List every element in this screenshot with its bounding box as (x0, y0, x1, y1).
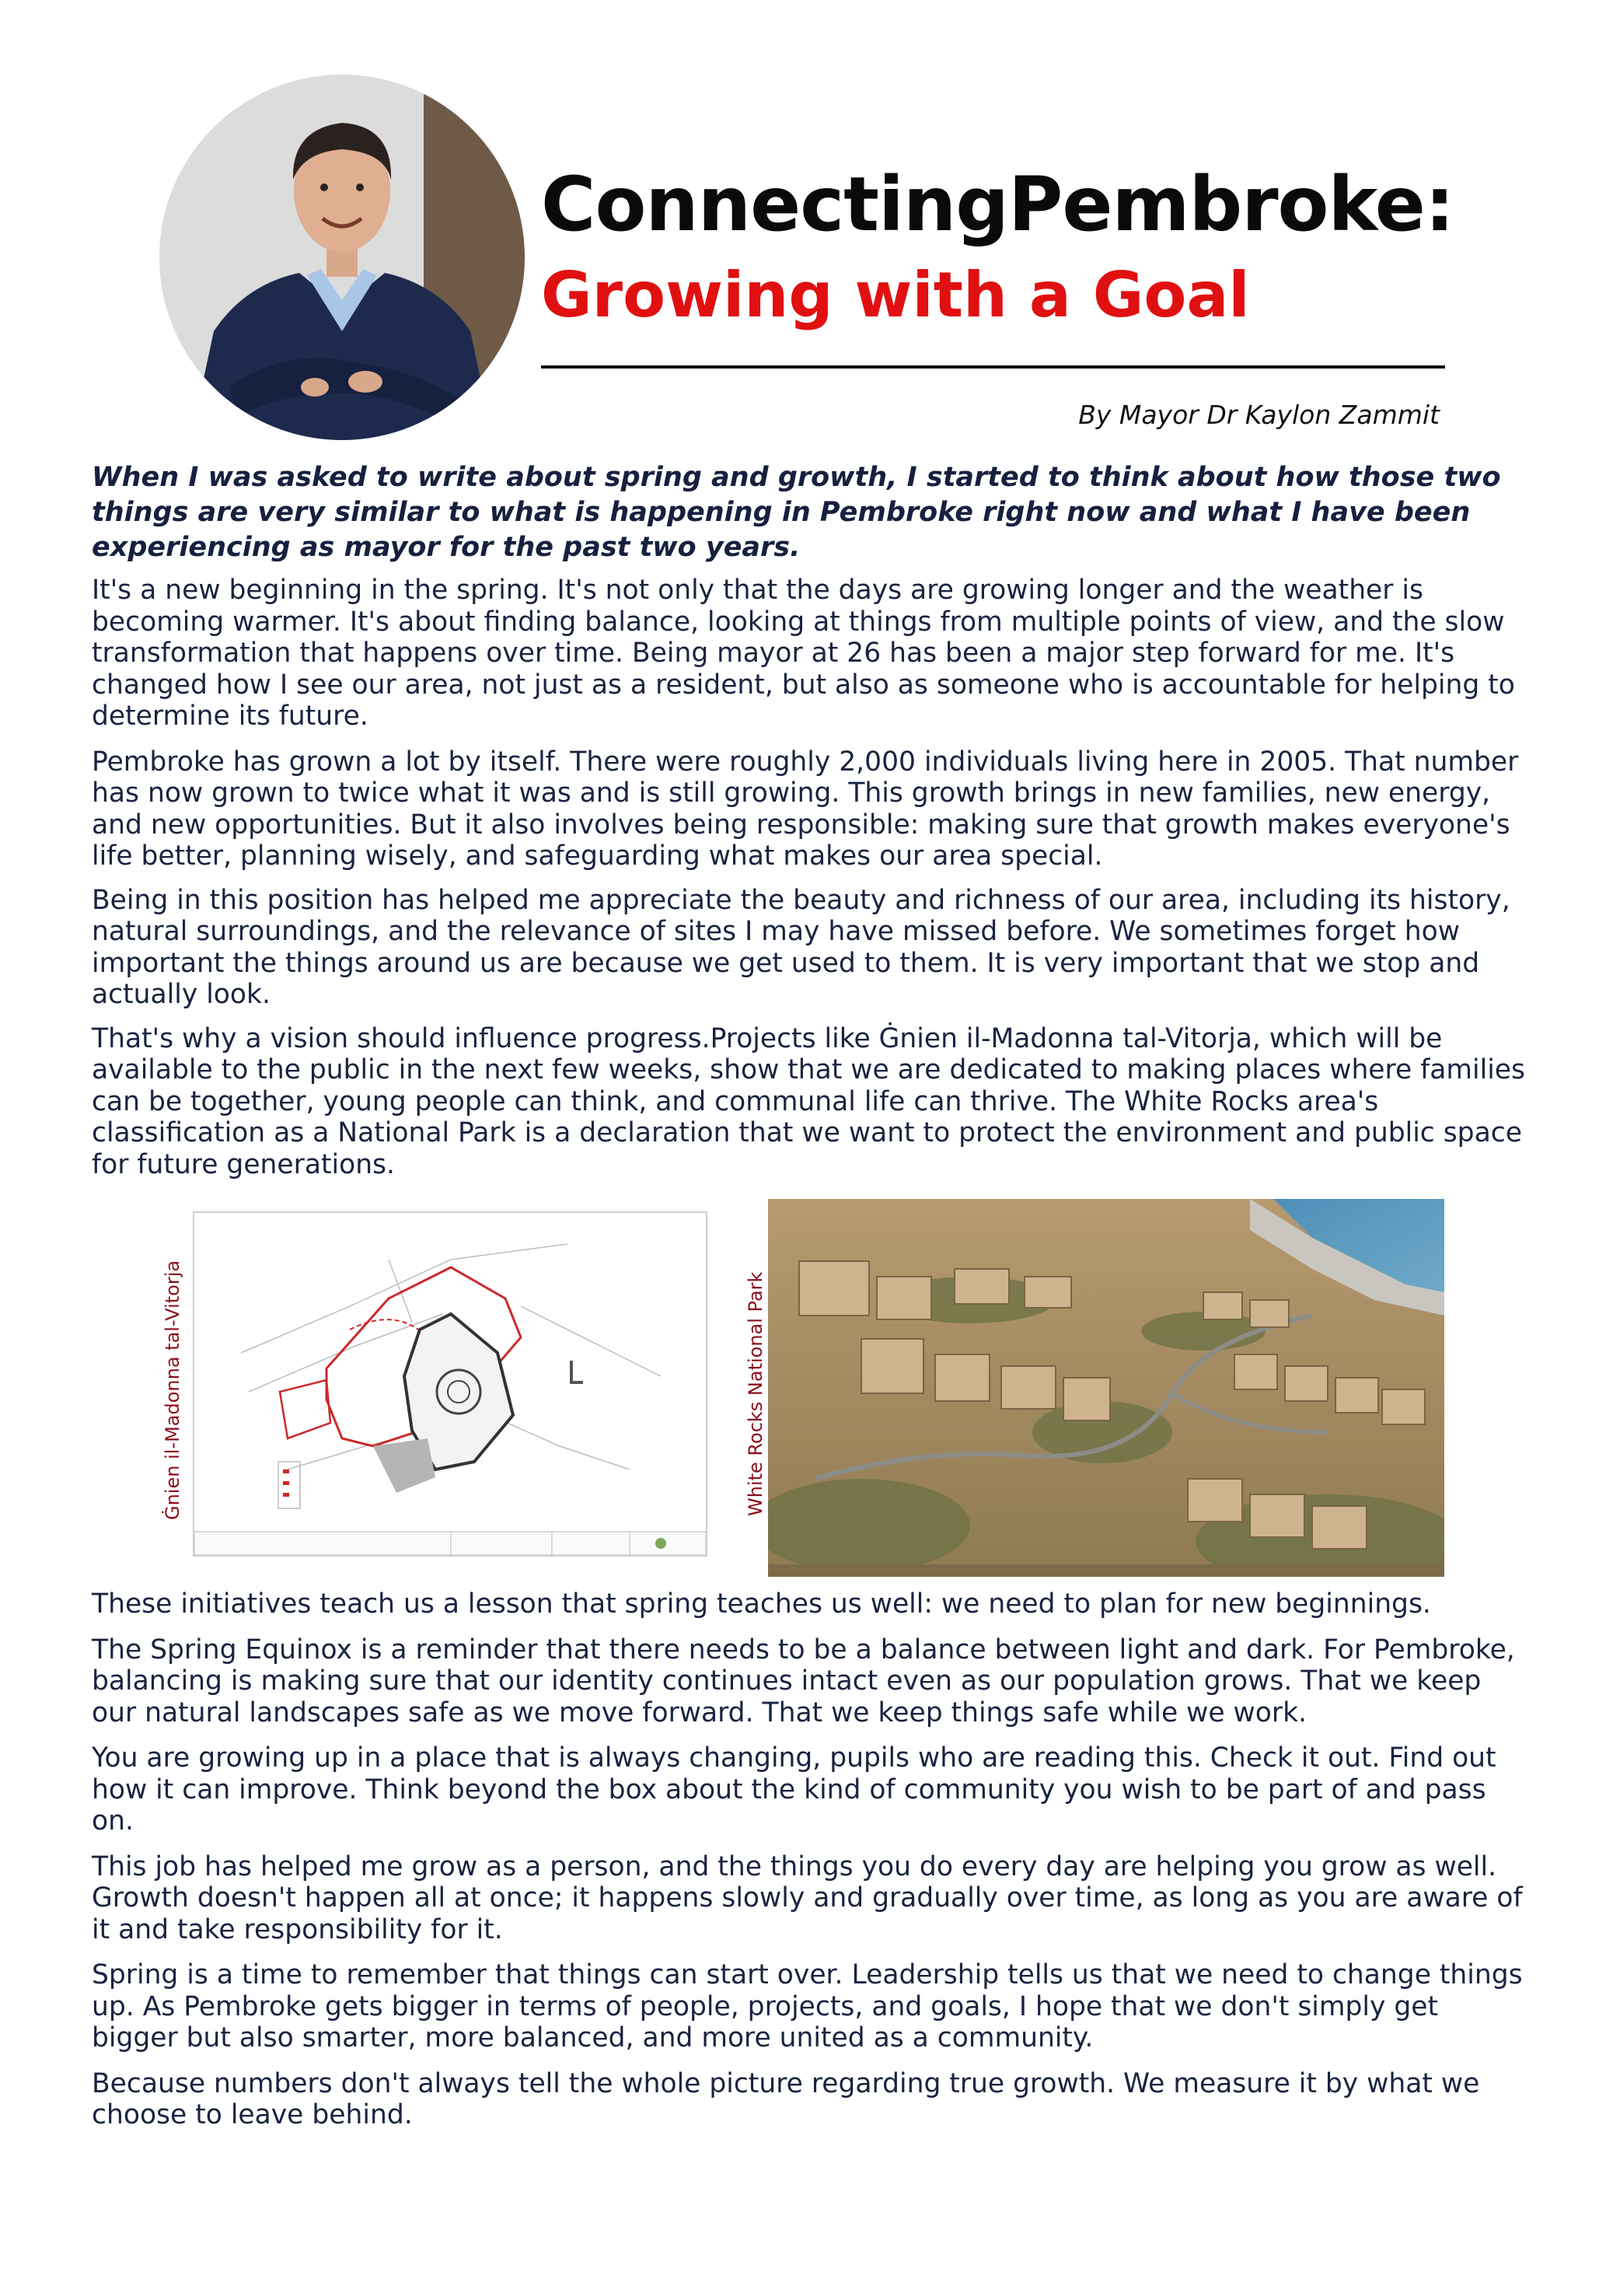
mayor-portrait-illustration (159, 75, 525, 440)
body-paragraph: Spring is a time to remember that things can start over. Leadership tells us that we need to change things up. As Pembroke gets bigger in terms of people, projects, and goals, I hope that we don't simply get bigger but also smarter, more balanced, and more united as a community. (92, 1959, 1523, 2053)
byline: By Mayor Dr Kaylon Zammit (1078, 400, 1440, 430)
body-paragraph: You are growing up in a place that is always changing, pupils who are reading this. Check it out. Find out how it can improve. Think beyond the box about the kind of community you wish to be part of and pass on. (92, 1742, 1496, 1836)
body-paragraph: It's a new beginning in the spring. It's not only that the days are growing longer and the weather is becoming warmer. It's about finding balance, looking at things from multiple points of view, and the slow transformation that happens over time. Being mayor at 26 has been a major step forward for me. It's changed how I see our area, not just as a resident, but also as someone who is accountable for helping to determine its future. (92, 575, 1515, 732)
body-paragraph: The Spring Equinox is a reminder that there needs to be a balance between light and dark. For Pembroke, balancing is making sure that our identity continues intact even as our population grows. That we keep our natural landscapes safe as we move forward. That we keep things safe while we work. (92, 1634, 1515, 1728)
article-intro (92, 460, 1530, 1180)
plan-caption: Ġnien il-Madonna tal-Vitorja (162, 1260, 183, 1520)
white-rocks-aerial-photo (768, 1199, 1444, 1577)
site-plan-illustration (194, 1213, 706, 1555)
body-paragraph: These initiatives teach us a lesson that spring teaches us well: we need to plan for new beginnings. (92, 1588, 1431, 1620)
body-paragraph: Being in this position has helped me appreciate the beauty and richness of our area, including its history, natural surroundings, and the relevance of sites I may have missed before. We sometimes forget how important the things around us are because we get used to them. It is very important that we stop and actually look. (92, 884, 1510, 1010)
body-paragraph: This job has helped me grow as a person, and the things you do every day are helping you grow as well. Growth doesn't happen all at once; it happens slowly and gradually over time, as long as you are aware of it and take responsibility for it. (92, 1850, 1523, 1945)
title-divider (541, 365, 1445, 369)
article-continued (92, 1588, 1530, 2131)
body-paragraph: That's why a vision should influence progress.Projects like Ġnien il-Madonna tal-Vitorja, which will be available to the public in the next few weeks, show that we are dedicated to making places where families can be together, young people can think, and communal life can thrive. The White Rocks area's classification as a National Park is a declaration that we want to protect the environment and public space for future generations. (92, 1022, 1525, 1180)
lead-paragraph: When I was asked to write about spring and growth, I started to think about how those two things are very similar to what is happening in Pembroke right now and what I have been experiencing as mayor for the past two years. (92, 462, 1501, 563)
body-paragraph: Pembroke has grown a lot by itself. There were roughly 2,000 individuals living here in 2005. That number has now grown to twice what it was and is still growing. This growth brings in new families, new energy, and new opportunities. But it also involves being responsible: making sure that growth makes everyone's life better, planning wisely, and safeguarding what makes our area special. (92, 746, 1519, 872)
site-plan-drawing (193, 1211, 707, 1557)
body-paragraph: Because numbers don't always tell the whole picture regarding true growth. We measure it by what we choose to leave behind. (92, 2067, 1480, 2130)
aerial-caption: White Rocks National Park (745, 1271, 766, 1516)
aerial-photo-illustration (768, 1199, 1444, 1577)
article-subtitle: Growing with a Goal (541, 259, 1250, 331)
mayor-portrait (159, 75, 525, 440)
article-title: ConnectingPembroke: (541, 161, 1454, 248)
